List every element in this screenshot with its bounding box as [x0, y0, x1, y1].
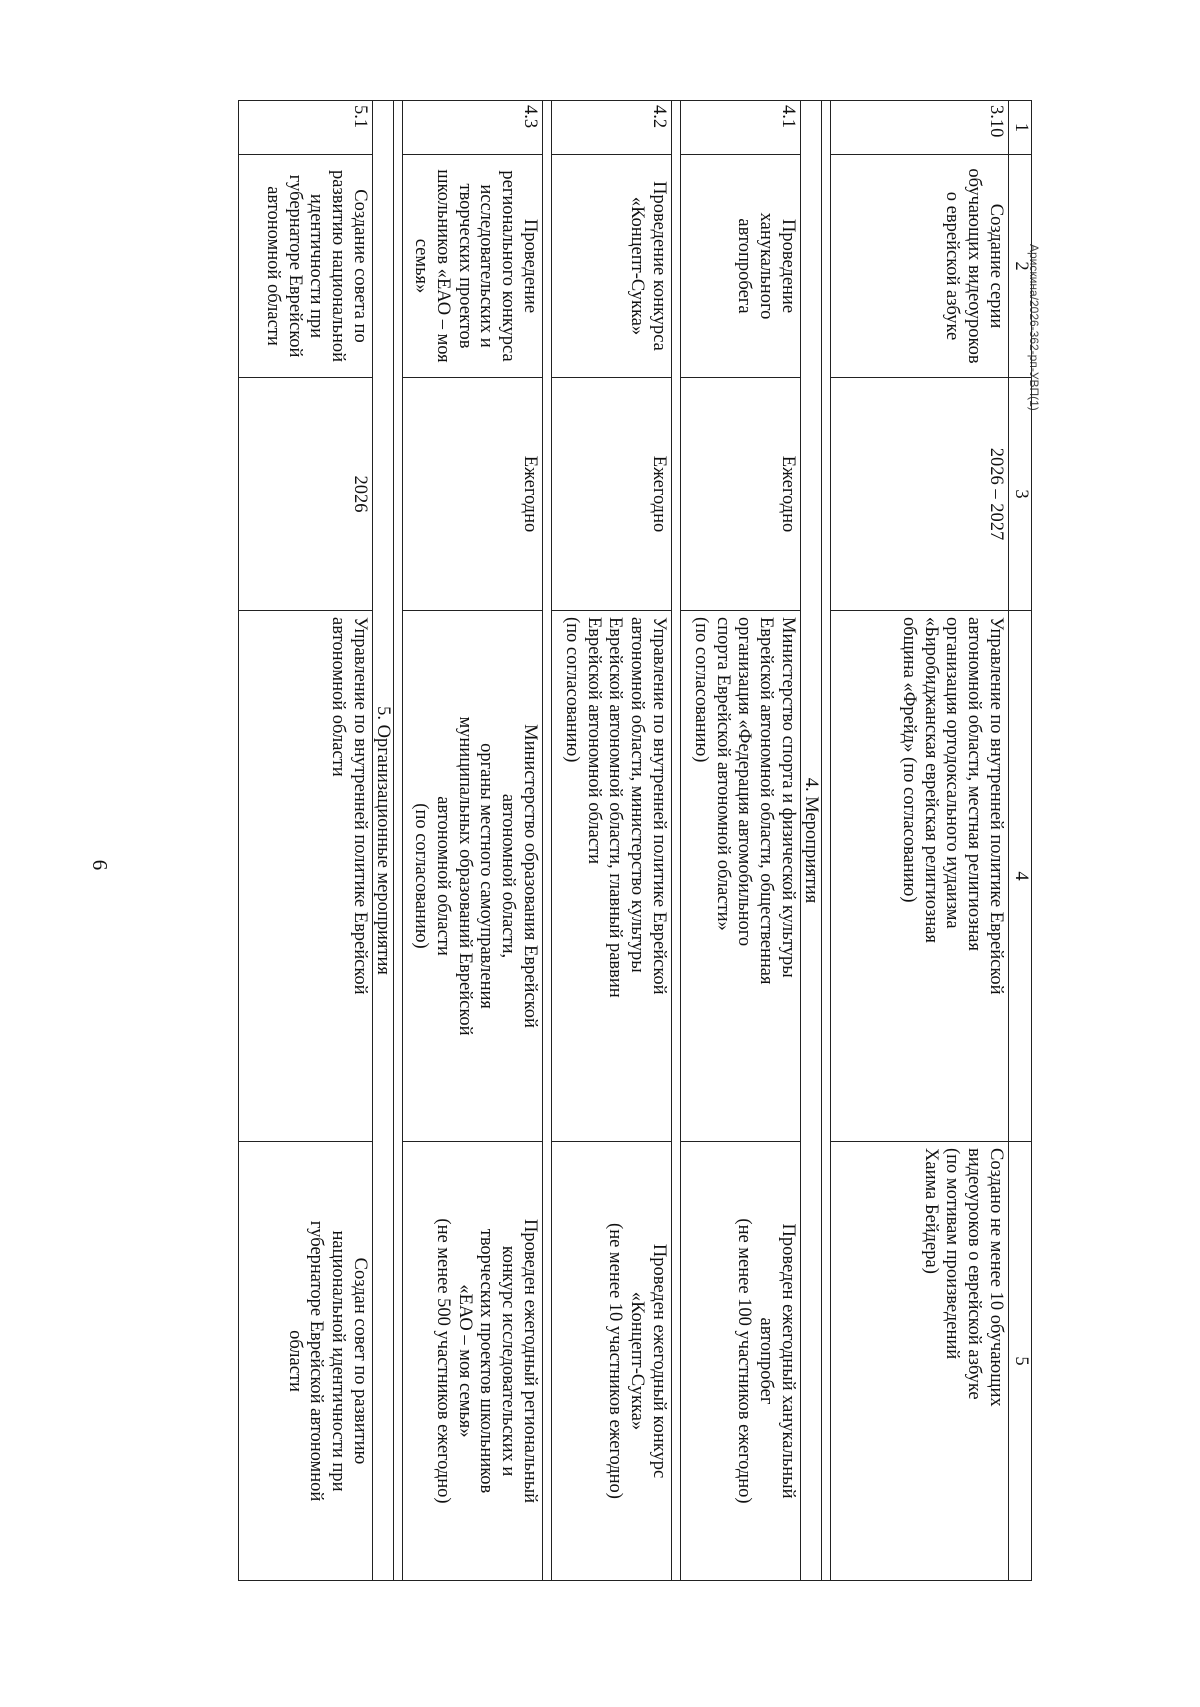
measure-name: Проведение конкурса «Концепт-Сукка» [552, 155, 672, 378]
header-row [1009, 101, 1032, 1581]
measure-result: Проведен ежегодный ханукальный автопробег (не менее 100 участников ежегодно) [681, 1142, 801, 1581]
measure-term: Ежегодно [552, 378, 672, 611]
section-title: 4. Мероприятия [801, 101, 822, 1581]
measures-table-rotated [175, 100, 1032, 1580]
measure-name: Проведение регионального конкурса исследовательских и творческих проектов школьников «ЕАО – моя семья» [403, 155, 543, 378]
document-code: Арискина/2026-362-рп-УВП(1) [1027, 244, 1041, 411]
measure-executor: Министерство спорта и физической культуры Еврейской автономной области, общественная организация «Федерация автомобильного спорта Еврейской автономной области» (по согласованию) [681, 611, 801, 1142]
section-title: 5. Организационные мероприятия [373, 101, 394, 1581]
measure-executor: Министерство образования Еврейской автономной области, органы местного самоуправления муниципальных образований Еврейской автономной области (по согласованию) [403, 611, 543, 1142]
measure-name: Создание серии обучающих видеоуроков о еврейской азбуке [831, 155, 1009, 378]
measure-executor: Управление по внутренней политике Еврейской автономной области [239, 611, 373, 1142]
measure-result: Создан совет по развитию национальной идентичности при губернаторе Еврейской автономной области [239, 1142, 373, 1581]
table-row [239, 101, 373, 1581]
table-row [403, 101, 543, 1581]
header-cell-3: 3 [1009, 378, 1032, 611]
row-separator [543, 101, 552, 1581]
table-row [552, 101, 672, 1581]
measure-name: Проведение ханукального автопробега [681, 155, 801, 378]
row-number: 4.2 [552, 101, 672, 155]
row-separator [672, 101, 681, 1581]
section-row [801, 101, 822, 1581]
measure-executor: Управление по внутренней политике Еврейской автономной области, министерство культуры Еврейской автономной области, главный раввин Еврейской автономной области (по согласованию) [552, 611, 672, 1142]
row-number: 3.10 [831, 101, 1009, 155]
measures-table [238, 100, 1032, 1581]
measure-executor: Управление по внутренней политике Еврейской автономной области, местная религиозная организация ортодоксального иудаизма «Биробиджанская еврейская религиозная община «Фрейд» (по согласованию) [831, 611, 1009, 1142]
measure-term: 2026 – 2027 [831, 378, 1009, 611]
measure-name: Создание совета по развитию национальной идентичности при губернаторе Еврейской автономной области [239, 155, 373, 378]
header-cell-4: 4 [1009, 611, 1032, 1142]
measure-term: 2026 [239, 378, 373, 611]
row-separator [394, 101, 403, 1581]
header-cell-1: 1 [1009, 101, 1032, 155]
measure-result: Проведен ежегодный региональный конкурс исследовательских и творческих проектов школьников «ЕАО – моя семья» (не менее 500 участников ежегодно) [403, 1142, 543, 1581]
section-row [373, 101, 394, 1581]
table-row [831, 101, 1009, 1581]
row-number: 5.1 [239, 101, 373, 155]
table-row [681, 101, 801, 1581]
measure-result: Создано не менее 10 обучающих видеоуроков о еврейской азбуке (по мотивам произведений Хаима Бейдера) [831, 1142, 1009, 1581]
header-cell-2: 2 [1009, 155, 1032, 378]
row-separator [822, 101, 831, 1581]
measure-result: Проведен ежегодный конкурс «Концепт-Сукка» (не менее 10 участников ежегодно) [552, 1142, 672, 1581]
measure-term: Ежегодно [681, 378, 801, 611]
page-number: 6 [88, 859, 112, 871]
row-number: 4.3 [403, 101, 543, 155]
row-number: 4.1 [681, 101, 801, 155]
header-cell-5: 5 [1009, 1142, 1032, 1581]
measure-term: Ежегодно [403, 378, 543, 611]
